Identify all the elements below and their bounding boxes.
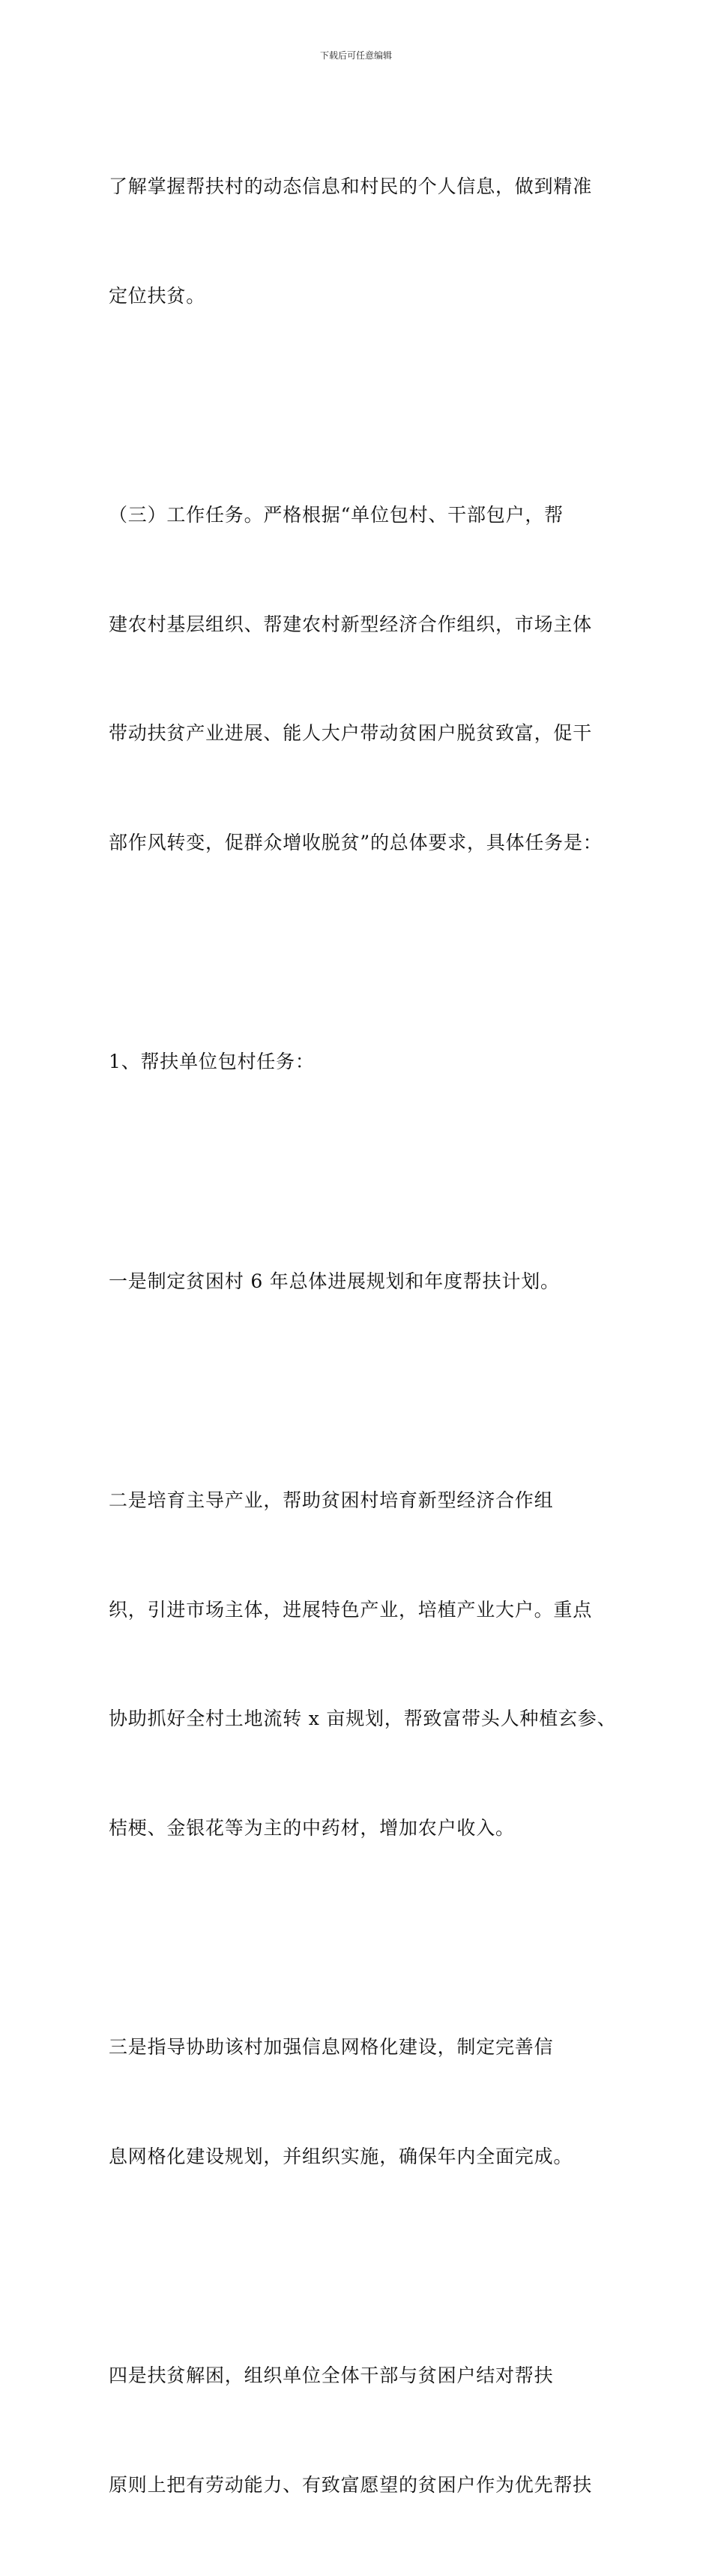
text-line: 部作风转变，促群众增收脱贫”的总体要求，具体任务是： bbox=[109, 831, 603, 853]
text-line: 带动扶贫产业进展、能人大户带动贫困户脱贫致富，促干 bbox=[109, 722, 593, 744]
text-line: （三）工作任务。严格根据“单位包村、干部包户，帮 bbox=[109, 504, 564, 526]
text-line: 了解掌握帮扶村的动态信息和村民的个人信息，做到精准 bbox=[109, 175, 593, 197]
paragraph-4 bbox=[109, 1191, 612, 1373]
document-body bbox=[109, 96, 617, 2576]
page-header-note: 下载后可任意编辑 bbox=[319, 50, 392, 61]
paragraph-5 bbox=[109, 1410, 617, 1919]
text-line: 定位扶贫。 bbox=[109, 284, 206, 307]
text-line: 协助抓好全村土地流转 x 亩规划，帮致富带头人种植玄参、 bbox=[109, 1708, 617, 1729]
paragraph-3 bbox=[109, 971, 612, 1153]
paragraph-6 bbox=[109, 1957, 612, 2248]
text-line: 三是指导协助该村加强信息网格化建设，制定完善信 bbox=[109, 2036, 554, 2058]
text-line: 一是制定贫困村 6 年总体进展规划和年度帮扶计划。 bbox=[109, 1270, 560, 1292]
paragraph-1 bbox=[109, 96, 612, 387]
text-line: 四是扶贫解困，组织单位全体干部与贫困户结对帮扶 bbox=[109, 2365, 554, 2386]
text-line: 二是培育主导产业，帮助贫困村培育新型经济合作组 bbox=[109, 1489, 554, 1511]
text-line: 息网格化建设规划，并组织实施，确保年内全面完成。 bbox=[109, 2145, 573, 2167]
text-line: 建农村基层组织、帮建农村新型经济合作组织，市场主体 bbox=[109, 613, 593, 635]
text-line: 1、帮扶单位包村任务： bbox=[109, 1051, 315, 1072]
paragraph-7 bbox=[109, 2285, 612, 2576]
text-line: 织，引进市场主体，进展特色产业，培植产业大户。重点 bbox=[109, 1598, 593, 1621]
text-line: 原则上把有劳动能力、有致富愿望的贫困户作为优先帮扶 bbox=[109, 2473, 593, 2496]
paragraph-2 bbox=[109, 424, 612, 934]
text-line: 桔梗、金银花等为主的中药材，增加农户收入。 bbox=[109, 1816, 515, 1839]
